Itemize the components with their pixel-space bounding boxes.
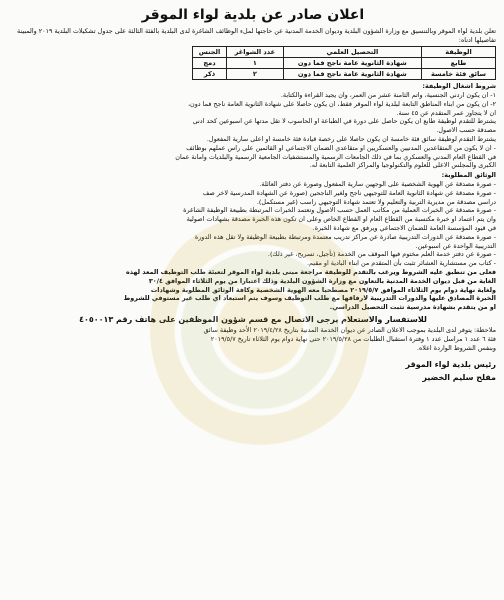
conditions-list	[10, 91, 496, 170]
condition-line: يشترط التقدم لوظيفة سائق فئة خامسة ان يكون حاصلا على رخصة قيادة فئة خامسة او اعلى سارية المفعول.	[206, 134, 496, 143]
signature-name: مفلح سليم الخضير	[422, 373, 496, 383]
note-line: فئة ٦ عدد ١ مراسل عدد ١ وفترة استقبال الطلبات من ٢٠١٩/٥/٢٨ حتى نهاية دوام يوم الثلاثاء تاريخ ٢٠١٩/٥/٧	[210, 334, 496, 343]
cell-vacancies: ٢	[227, 69, 284, 80]
col-header-vacancies: عدد الشواغر	[227, 47, 284, 58]
condition-line: في القطاع العام المدني والعسكري بما في ذلك الجامعات الرسمية والمستشفيات الجامعية الرسمية والبلديات وامانة عمان	[175, 152, 496, 161]
document-line: في قيود المؤسسة العامة للضمان الاجتماعي ويرفق مع شهادة الخبرة.	[312, 223, 496, 232]
page-title: اعلان صادر عن بلدية لواء الموقر	[141, 7, 365, 23]
cell-job: طابع	[422, 58, 496, 69]
intro-paragraph: تعلن بلدية لواء الموقر وبالتنسيق مع وزارة الشؤون البلدية وديوان الخدمة المدنية عن حاجتها لملء الوظائف الشاغرة لدى البلدية بالفئة الثالثة على جدول تشكيلات البلدية ٢٠١٩ والمبينة تفاصيلها ادناه:	[17, 27, 496, 44]
condition-line: ٢- ان يكون من ابناء المناطق التابعة لبلدية لواء الموقر فقط، ان يكون حاصلا على شهادة الثانوية العامة ناجح فما دون،	[187, 99, 496, 108]
table-row	[193, 69, 496, 80]
cell-gender: ذكر	[193, 69, 227, 80]
document-line: - صورة مصدقة عن الدورات التدريبية صادرة عن مراكز تدريب معتمدة ومرتبطة بطبيعة الوظيفة ولا تقل هذه الدورة	[194, 232, 496, 241]
cell-gender: دمج	[193, 58, 227, 69]
table-header-row	[193, 47, 496, 58]
signature-block	[10, 358, 496, 384]
document-line: - صورة مصدقة عن الهوية الشخصية على الوجهين سارية المفعول وصورة عن دفتر العائلة.	[259, 179, 496, 188]
document-line: - صورة مصدقة عن الخبرات العملية من مكاتب العمل حسب الاصول وتعتمد الخبرات المرتبطة بطبيعة الوظيفة الشاغرة	[183, 206, 496, 215]
application-line: الغاية من قبل ديوان الخدمة المدنية بالتعاون مع وزارة الشؤون البلدية وذلك اعتبارا من يوم الثلاثاء الموافق ٣٠/٤	[148, 276, 496, 285]
col-header-job: الوظيفة	[422, 47, 496, 58]
document-line: - صورة مصدقة عن شهادة الثانوية العامة للتوجيهي ناجح ولغير الناجحين (صورة عن الشهادة المدرسية لاخر صف	[202, 188, 496, 197]
condition-line: الكبرى والمجلس الاعلى للعلوم والتكنولوجيا والمراكز العلمية التابعة له.	[309, 161, 496, 170]
contact-line: للاستفسار والاستعلام يرجى الاتصال مع قسم شؤون الموظفين على هاتف رقم ٤٠٥٠٠١٣	[79, 314, 427, 324]
documents-heading: الوثائق المطلوبة:	[441, 171, 496, 180]
note-line: وبنفس الشروط الواردة اعلاه.	[416, 343, 496, 352]
condition-line: ان لا يتجاوز عمر المتقدم عن ٤٥ سنة.	[396, 108, 496, 117]
application-paragraph	[10, 268, 496, 312]
application-line: الخبرة المصادق عليها والدورات التدريبية لارفاقها مع طلب التوظيف وسوف يتم استبعاد اي طلب غير مستوفي للشروط	[123, 294, 496, 303]
condition-line: - ان لا يكون من المتقاعدين المدنيين والعسكريين او متقاعدي الضمان الاجتماعي او القائمين على راس عملهم بوظائف	[186, 143, 496, 152]
condition-line: يشترط للتقدم لوظيفة طابع ان يكون حاصل على دورة في الطباعة او الحاسوب لا تقل مدتها عن اسبوعين كحد ادنى	[192, 117, 496, 126]
note-line: ملاحظة: يتوفر لدى البلدية بموجب الاعلان الصادر عن ديوان الخدمة المدنية بتاريخ ٢٠١٩/٤/٢٨ الأحد وظيفة سائق	[203, 325, 496, 334]
col-header-gender: الجنس	[193, 47, 227, 58]
col-header-qualification: التحصيل العلمي	[283, 47, 421, 58]
vacancies-table	[192, 46, 496, 80]
conditions-heading: شروط اشغال الوظيفة:	[422, 82, 496, 91]
document-line: دراسي مصدقة من مديرية التربية والتعليم ولا تعتمد شهادة التوجيهي راسب (غير مستكمل).	[256, 197, 496, 206]
application-line: ولغاية نهاية دوام يوم الثلاثاء الموافق ٢٠١٩/٥/٧ مصطحبا معه الهوية الشخصية وكافة الوثائق المطلوبة وشهادات	[150, 285, 496, 294]
document-line: وان يتم اعتماد او خبرة مكتسبة من القطاع العام او القطاع الخاص وعلى ان تكون هذه الخبرة مصدقة بشهادات اصولية	[186, 215, 496, 224]
document-line: - صورة عن دفتر خدمة العلم مختوم فيها الموقف من الخدمة (تأجيل، تسريح، غير ذلك).	[267, 250, 496, 259]
document-line: التدريبية الواحدة عن اسبوعين.	[415, 241, 496, 250]
document-line: - كتاب من مستشارية العشائر تثبت بأن المتقدم من ابناء البادية او مقيم.	[307, 259, 496, 268]
application-line: فعلى من تنطبق عليه الشروط ويرغب بالتقدم للوظيفة مراجعة مبنى بلدية لواء الموقر لتعبئة طلب التوظيف المعد لهذه	[125, 267, 496, 276]
cell-vacancies: ١	[227, 58, 284, 69]
notes-paragraph	[10, 326, 496, 352]
cell-qualification: شهادة الثانوية عامة ناجح فما دون	[283, 58, 421, 69]
cell-qualification: شهادة الثانوية عامة ناجح فما دون	[283, 69, 421, 80]
condition-line: مصدقة حسب الاصول.	[436, 126, 496, 135]
application-line: او من يتقدم بشهادة مدرسية تثبت التحصيل الدراسي.	[329, 303, 496, 312]
condition-line: ١- ان يكون اردني الجنسية، واتم الثامنة عشر من العمر، وان يجيد القراءة والكتابة.	[280, 90, 496, 99]
cell-job: سائق فئة خامسة	[422, 69, 496, 80]
table-row	[193, 58, 496, 69]
documents-list	[10, 180, 496, 268]
signature-title: رئيس بلدية لواء الموقر	[405, 360, 496, 370]
